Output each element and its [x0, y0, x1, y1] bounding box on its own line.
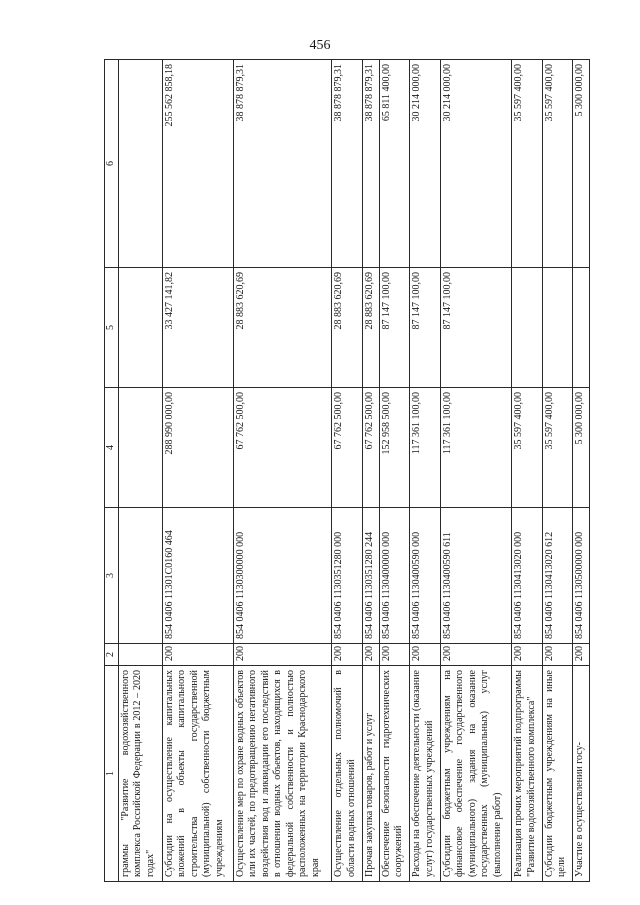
row-col2: 200	[379, 644, 409, 666]
row-amount-col4: 67 762 500,00	[233, 388, 332, 508]
row-amount-col4: 288 990 000,00	[162, 388, 233, 508]
row-budget-code: 854 0406 1130413020 000	[512, 508, 542, 644]
header-row	[105, 60, 119, 882]
row-budget-code: 854 0406 1130413020 612	[542, 508, 572, 644]
row-budget-code: 854 0406 11301С0160 464	[162, 508, 233, 644]
row-col2: 200	[542, 644, 572, 666]
row-description: Субсидии на осуществление капитальных вложений в объекты капитального строительства государственной (муниципальной) собственности бюджетным учреждениям	[162, 666, 233, 882]
row-amount-col5	[512, 268, 542, 388]
row-amount-col6: 35 597 400,00	[512, 60, 542, 268]
row-amount-col6: 38 878 879,31	[233, 60, 332, 268]
row-description: Участие в осуществлении госу-	[573, 666, 590, 882]
table-row	[440, 60, 511, 882]
row-col2: 200	[162, 644, 233, 666]
rotated-table-container	[104, 60, 590, 882]
row-amount-col5	[118, 268, 162, 388]
page-number: 456	[309, 38, 331, 53]
row-amount-col6: 30 214 000,00	[410, 60, 440, 268]
row-budget-code: 854 0406 1130400590 000	[410, 508, 440, 644]
row-budget-code: 854 0406 1130351280 000	[332, 508, 362, 644]
row-amount-col5	[573, 268, 590, 388]
row-description: Осуществление мер по охране водных объектов или их частей, по предотвращению негативного воздействия вод и ликвидации его последствий в отношении водных объектов, находящихся в федеральной собственности и полностью расположенных на территории Краснодарского края	[233, 666, 332, 882]
table-row	[542, 60, 572, 882]
row-col2	[118, 644, 162, 666]
header-cell: 2	[105, 644, 119, 666]
row-budget-code: 854 0406 1130351280 244	[362, 508, 379, 644]
row-amount-col5: 87 147 100,00	[379, 268, 409, 388]
row-budget-code	[118, 508, 162, 644]
table-row	[410, 60, 440, 882]
table-row	[162, 60, 233, 882]
row-amount-col4: 67 762 500,00	[362, 388, 379, 508]
row-budget-code: 854 0406 1130500000 000	[573, 508, 590, 644]
row-budget-code: 854 0406 1130300000 000	[233, 508, 332, 644]
row-col2: 200	[512, 644, 542, 666]
row-amount-col5	[542, 268, 572, 388]
row-amount-col6: 38 878 879,31	[332, 60, 362, 268]
budget-table	[104, 59, 590, 882]
row-amount-col5: 28 883 620,69	[233, 268, 332, 388]
row-col2: 200	[233, 644, 332, 666]
row-description: Обеспечение безопасности гидротехнических сооружений	[379, 666, 409, 882]
header-cell: 3	[105, 508, 119, 644]
row-amount-col4: 5 300 000,00	[573, 388, 590, 508]
row-amount-col4: 152 958 500,00	[379, 388, 409, 508]
table-row	[332, 60, 362, 882]
row-amount-col4	[118, 388, 162, 508]
row-amount-col5: 87 147 100,00	[410, 268, 440, 388]
row-col2: 200	[410, 644, 440, 666]
row-col2: 200	[573, 644, 590, 666]
row-budget-code: 854 0406 1130400590 611	[440, 508, 511, 644]
header-cell: 6	[105, 60, 119, 268]
row-amount-col4: 35 597 400,00	[542, 388, 572, 508]
row-description: граммы "Развитие водохозяйственного комплекса Российской Федерации в 2012 – 2020 годах"	[118, 666, 162, 882]
row-col2: 200	[440, 644, 511, 666]
row-description: Осуществление отдельных полномочий в области водных отношений	[332, 666, 362, 882]
table-row	[573, 60, 590, 882]
row-budget-code: 854 0406 1130400000 000	[379, 508, 409, 644]
row-amount-col6: 255 562 858,18	[162, 60, 233, 268]
row-amount-col6: 5 300 000,00	[573, 60, 590, 268]
row-amount-col6: 30 214 000,00	[440, 60, 511, 268]
row-amount-col4: 35 597 400,00	[512, 388, 542, 508]
row-amount-col4: 117 361 100,00	[410, 388, 440, 508]
table-row	[379, 60, 409, 882]
header-cell: 4	[105, 388, 119, 508]
row-amount-col6: 38 878 879,31	[362, 60, 379, 268]
row-amount-col6: 35 597 400,00	[542, 60, 572, 268]
table-row	[512, 60, 542, 882]
row-description: Реализация прочих мероприятий подпрограммы "Развитие водохозяйственного комплекса"	[512, 666, 542, 882]
row-description: Субсидии бюджетным учреждениям на иные цели	[542, 666, 572, 882]
row-description: Субсидии бюджетным учреждениям на финансовое обеспечение государственного (муниципального) задания на оказание государственных (муниципальных) услуг (выполнение работ)	[440, 666, 511, 882]
table-row	[233, 60, 332, 882]
row-amount-col4: 67 762 500,00	[332, 388, 362, 508]
row-col2: 200	[362, 644, 379, 666]
row-amount-col4: 117 361 100,00	[440, 388, 511, 508]
header-cell: 5	[105, 268, 119, 388]
header-cell: 1	[105, 666, 119, 882]
table-row	[362, 60, 379, 882]
row-description: Расходы на обеспечение деятельности (оказание услуг) государственных учреждений	[410, 666, 440, 882]
row-amount-col5: 33 427 141,82	[162, 268, 233, 388]
row-amount-col5: 28 883 620,69	[362, 268, 379, 388]
row-col2: 200	[332, 644, 362, 666]
row-amount-col5: 87 147 100,00	[440, 268, 511, 388]
row-amount-col6	[118, 60, 162, 268]
table-row	[118, 60, 162, 882]
row-amount-col6: 65 811 400,00	[379, 60, 409, 268]
row-description: Прочая закупка товаров, работ и услуг	[362, 666, 379, 882]
row-amount-col5: 28 883 620,69	[332, 268, 362, 388]
